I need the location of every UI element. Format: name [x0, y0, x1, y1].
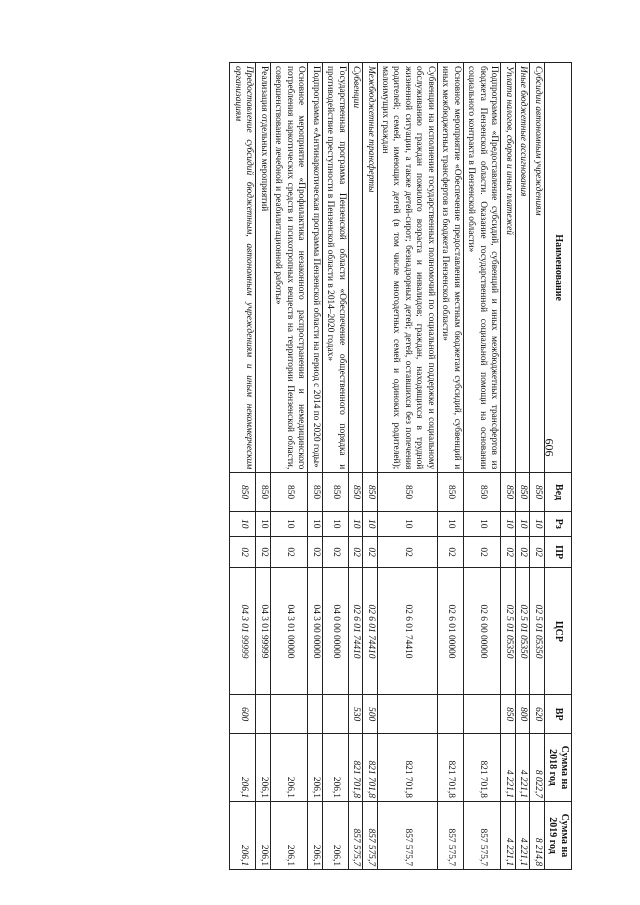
cell-sum-2018: 821 701,8	[363, 733, 377, 801]
cell-ved: 850	[515, 473, 529, 512]
cell-ved: 850	[363, 473, 377, 512]
cell-vr: 500	[363, 695, 377, 734]
cell-pr: 02	[463, 536, 500, 568]
cell-sum-2019: 206,1	[256, 801, 270, 869]
cell-sum-2019: 857 575,7	[377, 801, 437, 869]
cell-pr: 02	[515, 536, 529, 568]
cell-rz: 10	[348, 511, 362, 536]
cell-ved: 850	[270, 473, 307, 512]
cell-vr	[322, 695, 348, 734]
cell-ved: 850	[348, 473, 362, 512]
cell-name: Предоставление субсидий бюджетным, автономным учреждениям и иным некоммерческим организациям	[230, 63, 256, 473]
cell-ved: 850	[308, 473, 322, 512]
cell-sum-2018: 821 701,8	[437, 733, 463, 801]
cell-pr: 02	[322, 536, 348, 568]
table-row	[308, 63, 322, 870]
cell-rz: 10	[515, 511, 529, 536]
cell-name: Основное мероприятие «Профилактика незаконного распространения и немедицинского потребления наркотических средств и психотропных веществ на территории Пензенской области, совершенствование лечебной и реабилитационной работы»	[270, 63, 307, 473]
budget-table-container	[106, 62, 572, 870]
header-sum-2018: Сумма на 2018 год	[544, 733, 571, 801]
cell-sum-2019: 206,1	[270, 801, 307, 869]
cell-ved: 850	[322, 473, 348, 512]
cell-ved: 850	[256, 473, 270, 512]
cell-sum-2019: 8 214,8	[530, 801, 544, 869]
cell-name: Иные бюджетные ассигнования	[515, 63, 529, 473]
cell-rz: 10	[530, 511, 544, 536]
cell-name: Субвенции на исполнение государственных полномочий по социальной поддержке и социальному обслуживанию граждан пожилого возраста и инвалидов; граждан, находящихся в трудной жизненной ситуации, а также детей-сирот; безнадзорных детей; детей, оставшихся без попечения родителей; семей, имеющих детей (в том числе многодетных семей и одиноких родителей); малоимущих граждан	[377, 63, 437, 473]
cell-ved: 850	[437, 473, 463, 512]
table-row	[437, 63, 463, 870]
cell-sum-2018: 4 221,1	[515, 733, 529, 801]
header-vr: ВР	[544, 695, 571, 734]
cell-sum-2019: 206,1	[308, 801, 322, 869]
cell-name: Межбюджетные трансферты	[363, 63, 377, 473]
table-row	[501, 63, 515, 870]
table-row	[256, 63, 270, 870]
table-row	[530, 63, 544, 870]
cell-rz: 10	[308, 511, 322, 536]
header-rz: Рз	[544, 511, 571, 536]
cell-pr: 02	[377, 536, 437, 568]
header-csr: ЦСР	[544, 568, 571, 695]
cell-vr: 800	[515, 695, 529, 734]
header-sum-2019: Сумма на 2019 год	[544, 801, 571, 869]
table-row	[463, 63, 500, 870]
cell-csr: 02 5 01 05350	[515, 568, 529, 695]
cell-sum-2019: 4 221,1	[515, 801, 529, 869]
cell-ved: 850	[377, 473, 437, 512]
cell-sum-2018: 206,1	[230, 733, 256, 801]
cell-rz: 10	[377, 511, 437, 536]
cell-sum-2018: 821 701,8	[463, 733, 500, 801]
table-row	[230, 63, 256, 870]
cell-sum-2018: 4 221,1	[501, 733, 515, 801]
cell-sum-2019: 206,1	[322, 801, 348, 869]
table-row	[270, 63, 307, 870]
table-row	[377, 63, 437, 870]
cell-vr	[377, 695, 437, 734]
cell-pr: 02	[530, 536, 544, 568]
cell-csr: 02 5 01 05350	[530, 568, 544, 695]
cell-name: Субвенции	[348, 63, 362, 473]
cell-rz: 10	[322, 511, 348, 536]
cell-pr: 02	[256, 536, 270, 568]
cell-rz: 10	[270, 511, 307, 536]
cell-rz: 10	[363, 511, 377, 536]
cell-name: Государственная программа Пензенской области «Обеспечение общественного порядка и противодействие преступности в Пензенской области в 2014–2020 годах»	[322, 63, 348, 473]
cell-sum-2019: 857 575,7	[463, 801, 500, 869]
cell-ved: 850	[463, 473, 500, 512]
cell-pr: 02	[363, 536, 377, 568]
cell-sum-2019: 857 575,7	[437, 801, 463, 869]
cell-vr	[256, 695, 270, 734]
cell-csr: 02 6 00 00000	[463, 568, 500, 695]
cell-csr: 02 6 01 74410	[377, 568, 437, 695]
cell-sum-2019: 857 575,7	[363, 801, 377, 869]
cell-csr: 04 3 00 00000	[308, 568, 322, 695]
table-header-row	[544, 63, 571, 870]
cell-csr: 02 6 01 74410	[348, 568, 362, 695]
cell-name: Подпрограмма «Антинаркотическая программа Пензенской области на период с 2014 по 2020 годы»	[308, 63, 322, 473]
cell-vr: 850	[501, 695, 515, 734]
page-number: 606	[542, 438, 557, 457]
header-pr: ПР	[544, 536, 571, 568]
cell-rz: 10	[463, 511, 500, 536]
cell-pr: 02	[270, 536, 307, 568]
budget-table	[229, 62, 572, 870]
table-row	[363, 63, 377, 870]
cell-csr: 04 0 00 00000	[322, 568, 348, 695]
cell-sum-2019: 4 221,1	[501, 801, 515, 869]
table-row	[515, 63, 529, 870]
cell-vr: 530	[348, 695, 362, 734]
cell-name: Уплата налогов, сборов и иных платежей	[501, 63, 515, 473]
cell-ved: 850	[230, 473, 256, 512]
cell-name: Подпрограмма «Предоставление субсидий, субвенций и иных межбюджетных трансфертов из бюджета Пензенской области. Оказание государственной социальной помощи на основании социального контракта в Пензенской области»	[463, 63, 500, 473]
cell-vr	[463, 695, 500, 734]
cell-ved: 850	[530, 473, 544, 512]
cell-pr: 02	[308, 536, 322, 568]
cell-sum-2019: 857 575,7	[348, 801, 362, 869]
cell-sum-2018: 821 701,8	[377, 733, 437, 801]
cell-csr: 04 3 01 99999	[230, 568, 256, 695]
cell-rz: 10	[230, 511, 256, 536]
cell-csr: 02 6 01 00000	[437, 568, 463, 695]
table-row	[348, 63, 362, 870]
cell-pr: 02	[501, 536, 515, 568]
cell-sum-2018: 8 022,7	[530, 733, 544, 801]
cell-sum-2018: 206,1	[270, 733, 307, 801]
cell-ved: 850	[501, 473, 515, 512]
cell-vr	[437, 695, 463, 734]
cell-rz: 10	[256, 511, 270, 536]
cell-sum-2018: 206,1	[322, 733, 348, 801]
cell-sum-2018: 206,1	[308, 733, 322, 801]
cell-rz: 10	[501, 511, 515, 536]
table-body	[230, 63, 544, 870]
cell-csr: 02 6 01 74410	[363, 568, 377, 695]
cell-name: Субсидии автономным учреждениям	[530, 63, 544, 473]
cell-vr	[308, 695, 322, 734]
cell-pr: 02	[348, 536, 362, 568]
header-name: Наименование	[544, 63, 571, 473]
table-row	[322, 63, 348, 870]
cell-rz: 10	[437, 511, 463, 536]
cell-name: Реализация отдельных мероприятий	[256, 63, 270, 473]
cell-vr: 620	[530, 695, 544, 734]
cell-pr: 02	[230, 536, 256, 568]
cell-name: Основное мероприятие «Обеспечение предоставления местным бюджетам субсидий, субвенций и иных межбюджетных трансфертов из бюджета Пензенской области»	[437, 63, 463, 473]
header-ved: Вед	[544, 473, 571, 512]
cell-vr: 600	[230, 695, 256, 734]
cell-pr: 02	[437, 536, 463, 568]
cell-csr: 04 3 01 99999	[256, 568, 270, 695]
cell-sum-2018: 206,1	[256, 733, 270, 801]
cell-vr	[270, 695, 307, 734]
cell-csr: 04 3 01 00000	[270, 568, 307, 695]
cell-sum-2018: 821 701,8	[348, 733, 362, 801]
cell-sum-2019: 206,1	[230, 801, 256, 869]
cell-csr: 02 5 01 05350	[501, 568, 515, 695]
